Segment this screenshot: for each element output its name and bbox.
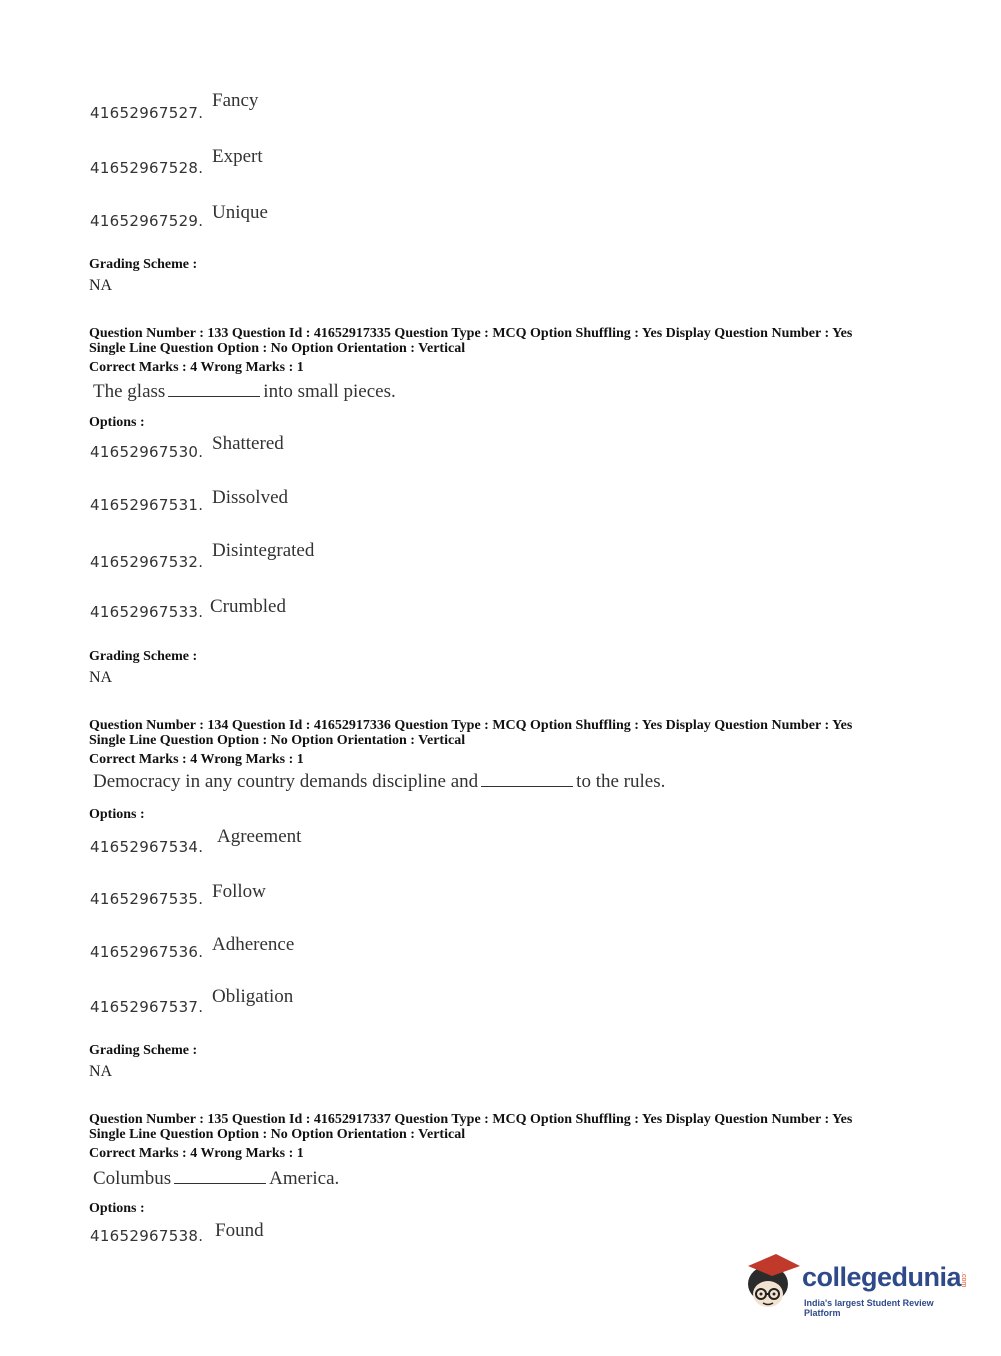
- option-id: 41652967534.: [90, 838, 204, 856]
- question-text-after: to the rules.: [576, 771, 666, 792]
- question-meta: Question Number : 134 Question Id : 41652917336 Question Type : MCQ Option Shuffling : Yes Display Question Number : Yes: [89, 718, 853, 733]
- option-text: Disintegrated: [212, 540, 315, 561]
- option-id: 41652967527.: [90, 104, 204, 122]
- question-marks: Correct Marks : 4 Wrong Marks : 1: [89, 360, 304, 375]
- question-meta: Question Number : 133 Question Id : 41652917335 Question Type : MCQ Option Shuffling : Yes Display Question Number : Yes: [89, 326, 853, 341]
- question-text-after: America.: [269, 1168, 340, 1189]
- option-text: Dissolved: [212, 487, 288, 508]
- grading-scheme-value: NA: [89, 669, 113, 686]
- grading-scheme-value: NA: [89, 277, 113, 294]
- grading-scheme-label: Grading Scheme :: [89, 257, 198, 272]
- question-text-before: Columbus: [93, 1168, 172, 1189]
- option-text: Obligation: [212, 986, 294, 1007]
- option-id: 41652967531.: [90, 496, 204, 514]
- option-id: 41652967529.: [90, 212, 204, 230]
- question-marks: Correct Marks : 4 Wrong Marks : 1: [89, 1146, 304, 1161]
- answer-blank: [168, 395, 260, 397]
- mascot-icon: [742, 1250, 802, 1320]
- options-label: Options :: [89, 807, 145, 822]
- option-text: Found: [215, 1220, 264, 1241]
- question-text-after: into small pieces.: [263, 381, 396, 402]
- option-text: Crumbled: [210, 596, 286, 617]
- question-text: [93, 381, 396, 403]
- logo-suffix: .com: [960, 1272, 967, 1288]
- option-text: Expert: [212, 146, 263, 167]
- option-id: 41652967533.: [90, 603, 204, 621]
- question-text: [93, 1168, 339, 1190]
- answer-blank: [174, 1182, 266, 1184]
- option-id: 41652967528.: [90, 159, 204, 177]
- option-text: Follow: [212, 881, 266, 902]
- grading-scheme-value: NA: [89, 1063, 113, 1080]
- question-marks: Correct Marks : 4 Wrong Marks : 1: [89, 752, 304, 767]
- question-meta: Single Line Question Option : No Option Orientation : Vertical: [89, 341, 466, 356]
- option-text: Agreement: [217, 826, 302, 847]
- option-id: 41652967537.: [90, 998, 204, 1016]
- option-id: 41652967532.: [90, 553, 204, 571]
- question-text: [93, 771, 665, 793]
- options-label: Options :: [89, 415, 145, 430]
- option-id: 41652967538.: [90, 1227, 204, 1245]
- option-id: 41652967530.: [90, 443, 204, 461]
- option-text: Unique: [212, 202, 268, 223]
- option-text: Shattered: [212, 433, 284, 454]
- option-id: 41652967535.: [90, 890, 204, 908]
- grading-scheme-label: Grading Scheme :: [89, 649, 198, 664]
- logo-tagline: India's largest Student Review Platform: [804, 1298, 934, 1318]
- option-id: 41652967536.: [90, 943, 204, 961]
- question-text-before: Democracy in any country demands discipline and: [93, 771, 479, 792]
- grading-scheme-label: Grading Scheme :: [89, 1043, 198, 1058]
- question-text-before: The glass: [93, 381, 166, 402]
- logo-wordmark: collegedunia: [802, 1262, 962, 1292]
- option-text: Adherence: [212, 934, 295, 955]
- collegedunia-logo: [742, 1250, 972, 1320]
- answer-blank: [481, 785, 573, 787]
- option-text: Fancy: [212, 90, 259, 111]
- question-meta: Single Line Question Option : No Option Orientation : Vertical: [89, 1127, 466, 1142]
- options-label: Options :: [89, 1201, 145, 1216]
- question-meta: Single Line Question Option : No Option Orientation : Vertical: [89, 733, 466, 748]
- question-meta: Question Number : 135 Question Id : 41652917337 Question Type : MCQ Option Shuffling : Yes Display Question Number : Yes: [89, 1112, 853, 1127]
